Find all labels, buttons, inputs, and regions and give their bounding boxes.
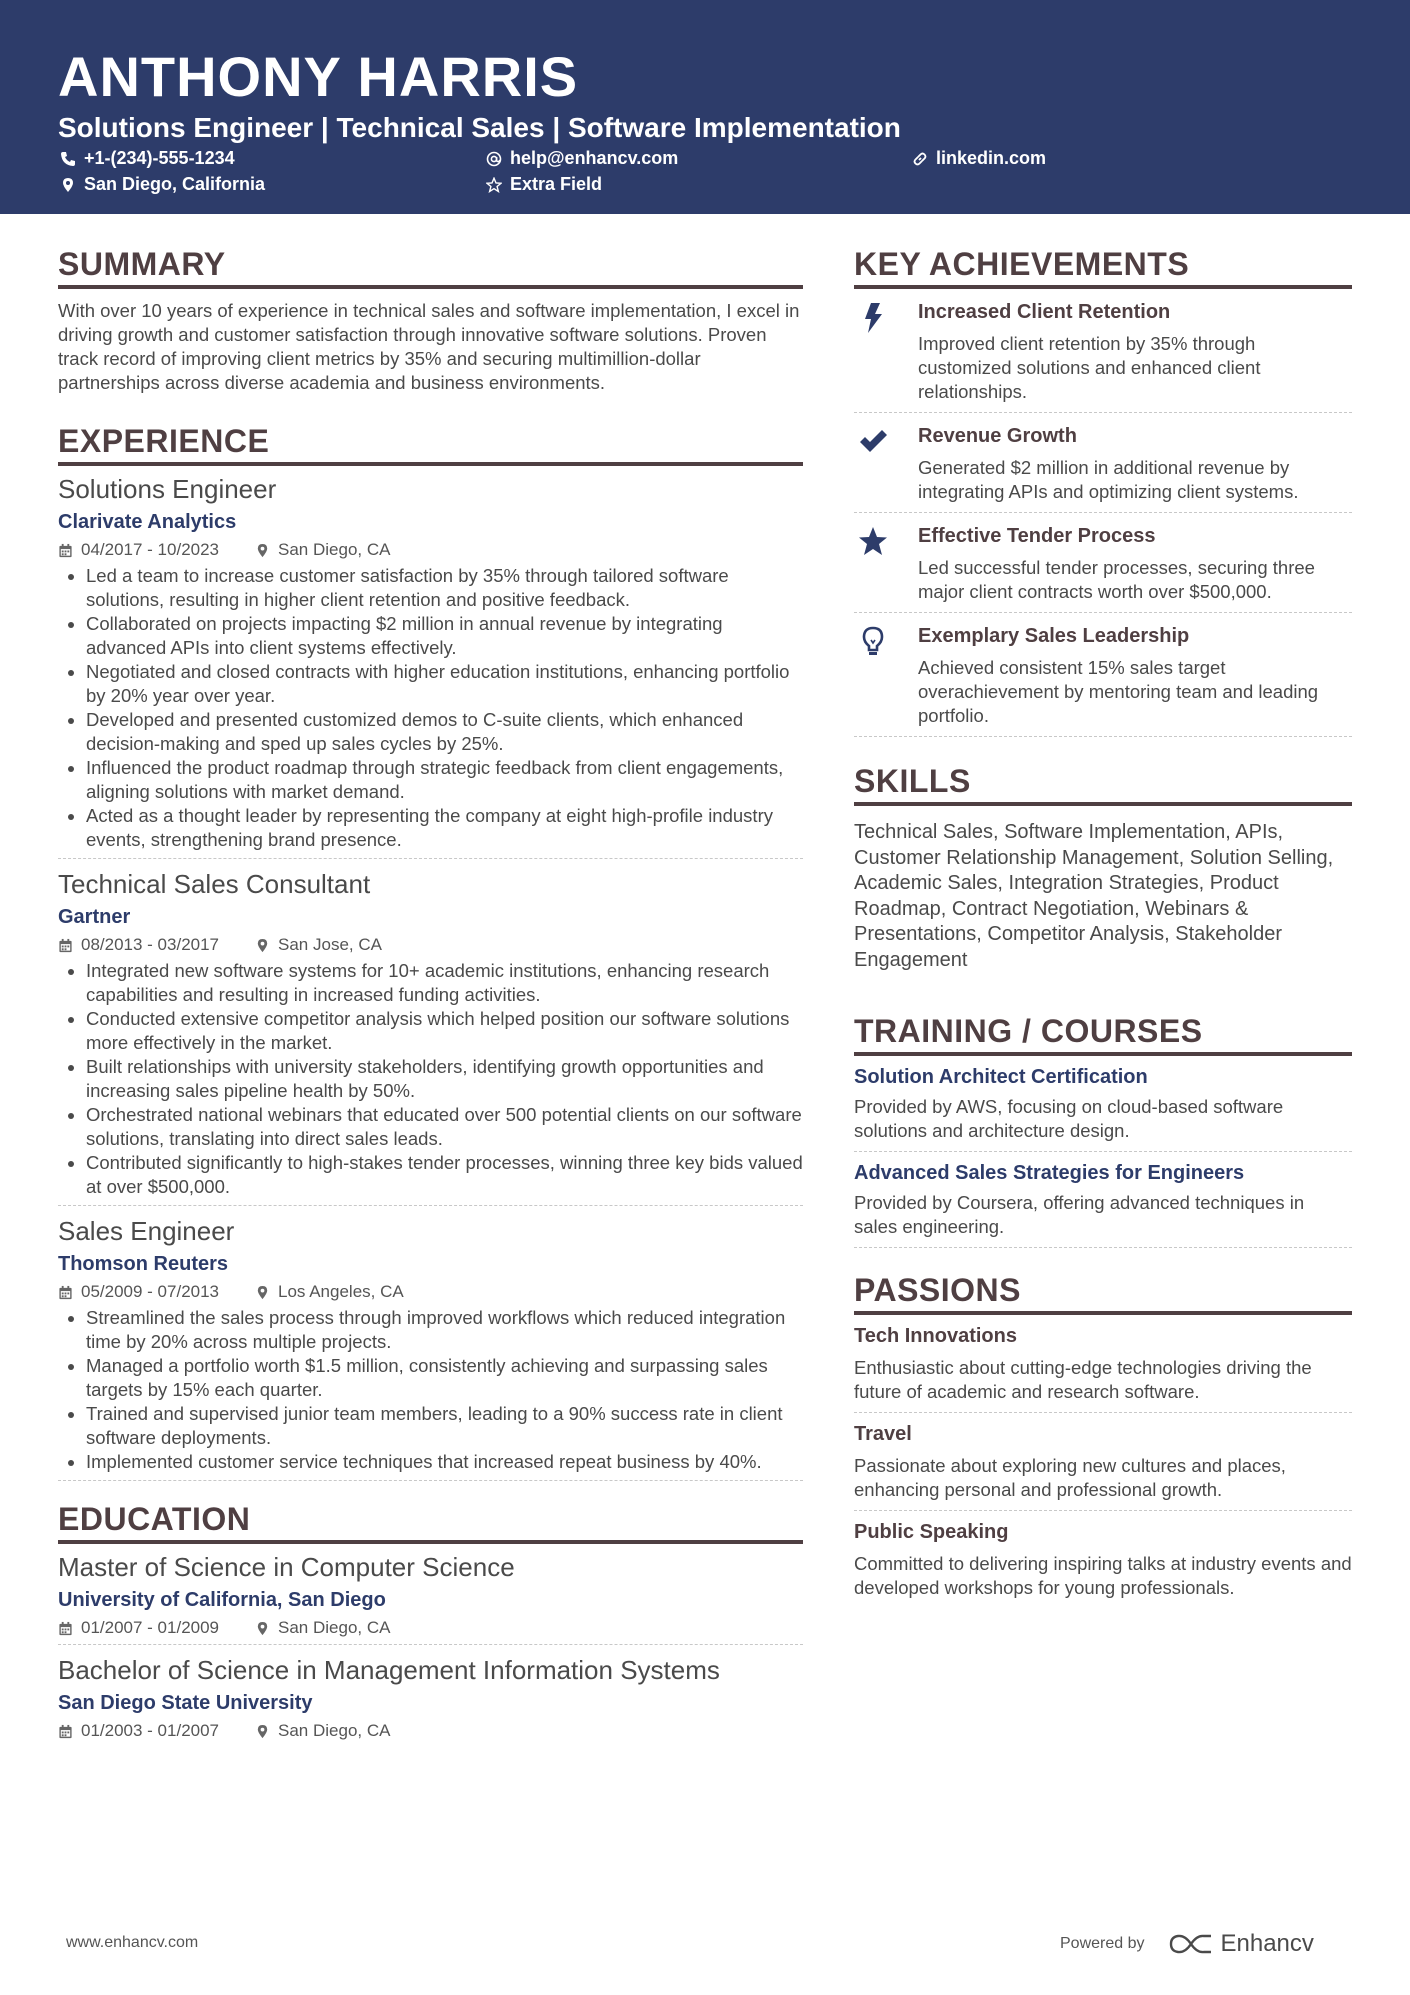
passion-title: Public Speaking [854, 1521, 1009, 1543]
education-item [58, 1655, 803, 1747]
list-item: • Negotiated and closed contracts with higher education institutions, enhancing portfolio by 20% year over year. [86, 660, 803, 708]
job-meta [58, 935, 803, 955]
job-title: Sales Engineer [58, 1216, 235, 1246]
calendar-icon [58, 938, 73, 953]
achievement-title: Revenue Growth [918, 425, 1077, 447]
job-meta [58, 1282, 803, 1302]
contact-linkedin [912, 148, 1046, 169]
list-item: • Orchestrated national webinars that educated over 500 potential clients on our software solutions, translating into direct sales leads. [86, 1103, 803, 1151]
contact-email [486, 148, 678, 169]
passion-item [854, 1315, 1352, 1413]
achievement-item [854, 289, 1352, 413]
location-pin-icon [255, 1285, 270, 1300]
list-item: • Influenced the product roadmap through strategic feedback from client engagements, aligning solutions with market demand. [86, 756, 803, 804]
location-pin-icon [255, 1621, 270, 1636]
achievement-item [854, 413, 1352, 513]
achievements-heading: KEY ACHIEVEMENTS [854, 246, 1352, 289]
degree-title: Master of Science in Computer Science [58, 1552, 515, 1582]
left-column [58, 246, 803, 1757]
candidate-name: ANTHONY HARRIS [58, 45, 579, 108]
achievement-desc: Generated $2 million in additional revenue by integrating APIs and optimizing client systems. [918, 457, 1299, 502]
list-item: • Acted as a thought leader by representing the company at eight high-profile industry events, strengthening brand presence. [86, 804, 803, 852]
job-bullets [58, 1306, 803, 1474]
job-location: San Jose, CA [278, 935, 382, 954]
degree-title: Bachelor of Science in Management Information Systems [58, 1655, 720, 1685]
education-item [58, 1552, 803, 1645]
job-location: San Diego, CA [278, 540, 391, 559]
footer-website[interactable]: www.enhancv.com [66, 1934, 199, 1951]
education-meta [58, 1618, 803, 1638]
calendar-icon [58, 1621, 73, 1636]
brand-logo[interactable] [1169, 1930, 1314, 1958]
job-location: Los Angeles, CA [278, 1282, 404, 1301]
achievement-title: Effective Tender Process [918, 525, 1156, 547]
list-item: • Collaborated on projects impacting $2 million in annual revenue by integrating advanced APIs into client systems effectively. [86, 612, 803, 660]
calendar-icon [58, 1724, 73, 1739]
experience-heading: EXPERIENCE [58, 423, 803, 466]
list-item: • Built relationships with university stakeholders, identifying growth opportunities and increasing sales pipeline health by 50%. [86, 1055, 803, 1103]
location-pin-icon [255, 1724, 270, 1739]
education-heading: EDUCATION [58, 1501, 803, 1544]
powered-by-label: Powered by [1060, 1935, 1145, 1952]
passion-desc: Enthusiastic about cutting-edge technologies driving the future of academic and research software. [854, 1357, 1312, 1402]
calendar-icon [58, 1285, 73, 1300]
job-dates: 04/2017 - 10/2023 [81, 540, 220, 559]
school-name: University of California, San Diego [58, 1589, 386, 1611]
at-icon [486, 151, 502, 167]
company-name: Thomson Reuters [58, 1253, 229, 1275]
course-item [854, 1056, 1352, 1152]
job-title: Solutions Engineer [58, 474, 277, 504]
school-name: San Diego State University [58, 1692, 313, 1714]
education-location: San Diego, CA [278, 1618, 391, 1637]
passion-desc: Committed to delivering inspiring talks at industry events and developed workshops for young professionals. [854, 1553, 1352, 1598]
course-desc: Provided by Coursera, offering advanced techniques in sales engineering. [854, 1192, 1305, 1237]
bolt-icon [858, 301, 888, 335]
passion-title: Tech Innovations [854, 1325, 1017, 1347]
education-meta [58, 1721, 803, 1741]
experience-item [58, 869, 803, 1206]
course-item [854, 1152, 1352, 1248]
passion-item [854, 1511, 1352, 1608]
footer-branding [1060, 1930, 1314, 1958]
achievement-desc: Improved client retention by 35% through customized solutions and enhanced client relationships. [918, 333, 1261, 402]
course-desc: Provided by AWS, focusing on cloud-based software solutions and architecture design. [854, 1096, 1284, 1141]
job-title: Technical Sales Consultant [58, 869, 371, 899]
education-dates: 01/2003 - 01/2007 [81, 1721, 220, 1740]
achievement-item [854, 513, 1352, 613]
list-item: • Trained and supervised junior team members, leading to a 90% success rate in client software deployments. [86, 1402, 803, 1450]
list-item: • Managed a portfolio worth $1.5 million, consistently achieving and surpassing sales targets by 15% each quarter. [86, 1354, 803, 1402]
achievement-desc: Led successful tender processes, securing three major client contracts worth over $500,000. [918, 557, 1315, 602]
contact-phone [60, 148, 235, 169]
location-pin-icon [60, 177, 76, 193]
email-link[interactable]: help@enhancv.com [510, 148, 679, 168]
passion-title: Travel [854, 1423, 912, 1445]
job-bullets [58, 959, 803, 1199]
passion-item [854, 1413, 1352, 1511]
job-bullets [58, 564, 803, 852]
education-location: San Diego, CA [278, 1721, 391, 1740]
job-dates: 05/2009 - 07/2013 [81, 1282, 220, 1301]
skills-text: Technical Sales, Software Implementation, APIs, Customer Relationship Management, Solution Selling, Academic Sales, Integration Strategies, Product Roadmap, Contract Negotiation, Webinars & Presentations, Competitor Analysis, Stakeholder Engagement [854, 821, 1334, 971]
star-outline-icon [486, 177, 502, 193]
job-dates: 08/2013 - 03/2017 [81, 935, 220, 954]
achievement-item [854, 613, 1352, 737]
passions-heading: PASSIONS [854, 1272, 1352, 1315]
location-pin-icon [255, 543, 270, 558]
infinity-logo-icon [1169, 1933, 1213, 1955]
list-item: • Conducted extensive competitor analysis which helped position our software solutions more effectively in the market. [86, 1007, 803, 1055]
contact-location [60, 174, 265, 195]
lightbulb-icon [858, 625, 888, 659]
list-item: • Implemented customer service techniques that increased repeat business by 40%. [86, 1450, 803, 1474]
company-name: Gartner [58, 906, 131, 928]
location-text: San Diego, California [84, 174, 266, 194]
linkedin-link[interactable]: linkedin.com [936, 148, 1047, 168]
job-meta [58, 540, 803, 560]
summary-text: With over 10 years of experience in technical sales and software implementation, I excel in driving growth and customer satisfaction through innovative software solutions. Proven track record of improving client metrics by 35% and securing multimillion-dollar partnerships across diverse academia and business environments. [58, 300, 800, 393]
contact-extra [486, 174, 602, 195]
company-name: Clarivate Analytics [58, 511, 237, 533]
extra-field-text: Extra Field [510, 174, 603, 194]
course-title: Advanced Sales Strategies for Engineers [854, 1162, 1245, 1184]
link-icon [912, 151, 928, 167]
list-item: • Streamlined the sales process through improved workflows which reduced integration time by 20% across multiple projects. [86, 1306, 803, 1354]
candidate-title: Solutions Engineer | Technical Sales | Software Implementation [58, 112, 901, 143]
phone-text[interactable]: +1-(234)-555-1234 [84, 148, 235, 168]
list-item: • Integrated new software systems for 10+ academic institutions, enhancing research capabilities and resulting in increased funding activities. [86, 959, 803, 1007]
achievement-title: Increased Client Retention [918, 301, 1171, 323]
skills-heading: SKILLS [854, 763, 1352, 806]
list-item: • Contributed significantly to high-stakes tender processes, winning three key bids valued at over $500,000. [86, 1151, 803, 1199]
star-icon [858, 525, 888, 559]
education-dates: 01/2007 - 01/2009 [81, 1618, 220, 1637]
brand-name: Enhancv [1220, 1930, 1314, 1957]
calendar-icon [58, 543, 73, 558]
location-pin-icon [255, 938, 270, 953]
summary-heading: SUMMARY [58, 246, 803, 289]
check-icon [858, 425, 888, 459]
experience-item [58, 1216, 803, 1481]
list-item: • Led a team to increase customer satisfaction by 35% through tailored software solutions, resulting in higher client retention and positive feedback. [86, 564, 803, 612]
course-title: Solution Architect Certification [854, 1066, 1148, 1088]
right-column [854, 246, 1352, 1608]
resume-header [0, 0, 1410, 214]
phone-icon [60, 151, 76, 167]
training-heading: TRAINING / COURSES [854, 1013, 1352, 1056]
passion-desc: Passionate about exploring new cultures and places, enhancing personal and professional growth. [854, 1455, 1286, 1500]
achievement-title: Exemplary Sales Leadership [918, 625, 1190, 647]
experience-item [58, 474, 803, 859]
list-item: • Developed and presented customized demos to C-suite clients, which enhanced decision-making and sped up sales cycles by 25%. [86, 708, 803, 756]
achievement-desc: Achieved consistent 15% sales target overachievement by mentoring team and leading portfolio. [918, 657, 1319, 726]
